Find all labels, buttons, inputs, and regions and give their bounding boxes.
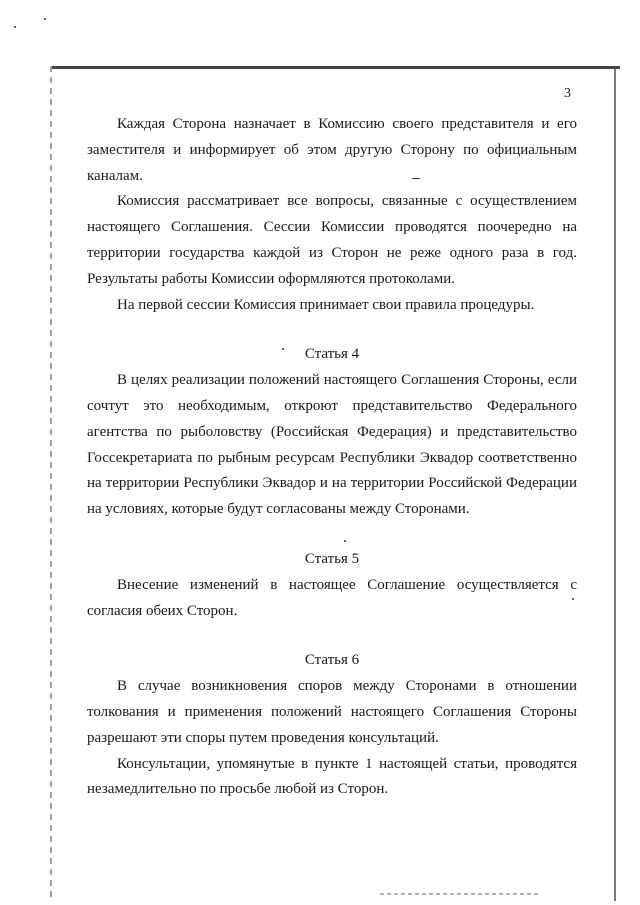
article3-paragraph-1: Каждая Сторона назначает в Комиссию своего представителя и его заместителя и информирует об этом другую Сторону по официальным каналам. — [87, 116, 577, 184]
article4-paragraph: В целях реализации положений настоящего Соглашения Стороны, если сочтут это необходимым, откроют представительство Федерального агентства по рыболовству (Российская Федерация) и представительство Госсекретариата по рыбным ресурсам Республики Эквадор соответственно на территории Республики Эквадор и на территории Российской Федерации на условиях, которые будут согласованы между Сторонами. — [87, 372, 577, 518]
scan-border-left — [50, 66, 52, 901]
scan-artifact-bottom — [380, 893, 540, 895]
scan-speck — [44, 18, 46, 20]
article4-heading: Статья 4 — [304, 346, 360, 363]
scan-border-top — [52, 66, 620, 69]
document-body — [87, 112, 577, 803]
article6-paragraph-1: В случае возникновения споров между Сторонами в отношении толкования и применения положений настоящего Соглашения Стороны разрешают эти споры путем проведения консультаций. — [87, 678, 577, 746]
article5-paragraph: Внесение изменений в настоящее Соглашение осуществляется с согласия обеих Сторон. — [87, 576, 577, 619]
scan-border-right — [614, 66, 616, 901]
article6-paragraph-2: Консультации, упомянутые в пункте 1 настоящей статьи, проводятся незамедлительно по просьбе любой из Сторон. — [87, 755, 577, 798]
article3-paragraph-3: На первой сессии Комиссия принимает свои правила процедуры. — [117, 296, 535, 313]
scan-speck — [14, 26, 16, 28]
article3-paragraph-2: Комиссия рассматривает все вопросы, связанные с осуществлением настоящего Соглашения. Сессии Комиссии проводятся поочередно на территории государства каждой из Сторон не реже одного раза в год. Результаты работы Комиссии оформляются протоколами. — [87, 193, 577, 287]
page-number: 3 — [564, 86, 571, 101]
article5-heading: Статья 5 — [304, 550, 360, 567]
article6-heading: Статья 6 — [304, 652, 360, 669]
